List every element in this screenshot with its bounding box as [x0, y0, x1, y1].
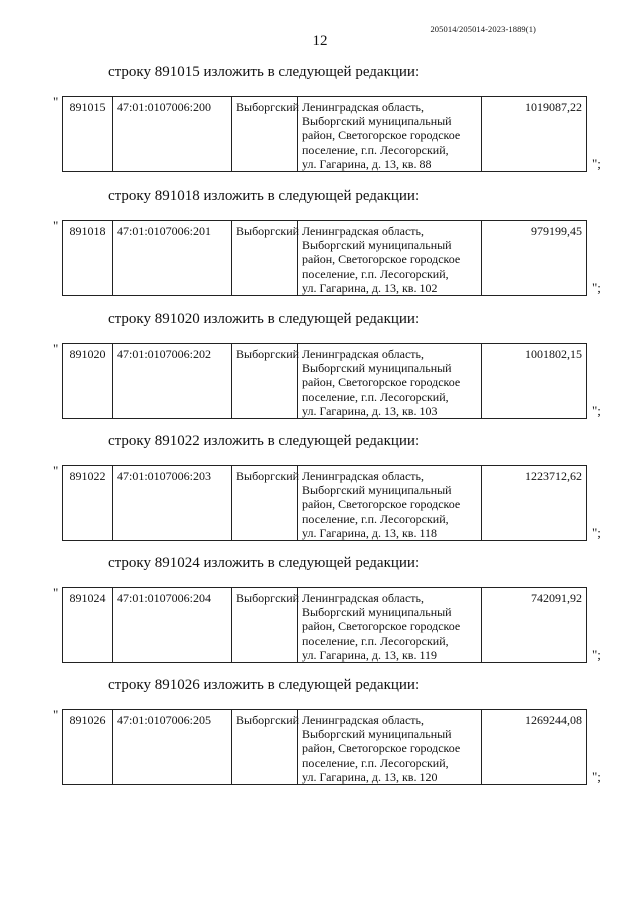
amendment-heading: строку 891015 изложить в следующей редакции:: [108, 64, 420, 80]
opening-quote: ": [53, 707, 59, 722]
address-line: поселение, г.п. Лесогорский,: [302, 389, 449, 404]
cadastral-value-cell: 1019087,22: [482, 97, 587, 172]
district-cell: Выборгский: [232, 97, 298, 172]
table-row: [63, 344, 587, 419]
address-line: ул. Гагарина, д. 13, кв. 102: [302, 280, 438, 295]
address-cell: [298, 344, 482, 419]
address-line: Ленинградская область,: [302, 591, 424, 605]
address-line: поселение, г.п. Лесогорский,: [302, 755, 449, 770]
opening-quote: ": [53, 463, 59, 478]
opening-quote: ": [53, 341, 59, 356]
row-number-cell: 891015: [63, 97, 113, 172]
address-line: район, Светогорское городское: [302, 252, 461, 267]
table-row: [63, 466, 587, 541]
address-cell: [298, 221, 482, 296]
cadastral-number-cell: 47:01:0107006:205: [113, 710, 232, 785]
address-line: район, Светогорское городское: [302, 619, 461, 634]
address-line: Выборгский муниципальный: [302, 727, 452, 742]
row-number-cell: 891024: [63, 588, 113, 663]
cadastral-value-cell: 1269244,08: [482, 710, 587, 785]
address-line: Выборгский муниципальный: [302, 483, 452, 498]
register-row-table: [62, 587, 587, 663]
amendment-block: [0, 188, 640, 312]
amendment-block: [0, 64, 640, 188]
address-line: ул. Гагарина, д. 13, кв. 119: [302, 647, 437, 662]
address-line: поселение, г.п. Лесогорский,: [302, 511, 449, 526]
register-row-table: [62, 343, 587, 419]
address-cell: [298, 710, 482, 785]
amendment-block: [0, 677, 640, 801]
document-reference: 205014/205014-2023-1889(1): [430, 24, 536, 34]
address-line: ул. Гагарина, д. 13, кв. 103: [302, 403, 438, 418]
address-cell: [298, 466, 482, 541]
address-line: Ленинградская область,: [302, 224, 424, 238]
opening-quote: ": [53, 585, 59, 600]
register-row-table: [62, 465, 587, 541]
cadastral-value-cell: 742091,92: [482, 588, 587, 663]
row-number-cell: 891020: [63, 344, 113, 419]
table-row: [63, 97, 587, 172]
closing-quote: ";: [592, 769, 601, 784]
table-row: [63, 710, 587, 785]
address-line: Выборгский муниципальный: [302, 114, 452, 129]
cadastral-number-cell: 47:01:0107006:202: [113, 344, 232, 419]
opening-quote: ": [53, 94, 59, 109]
district-cell: Выборгский: [232, 466, 298, 541]
closing-quote: ";: [592, 280, 601, 295]
amendment-heading: строку 891020 изложить в следующей редакции:: [108, 311, 420, 327]
address-line: поселение, г.п. Лесогорский,: [302, 266, 449, 281]
district-cell: Выборгский: [232, 588, 298, 663]
address-line: район, Светогорское городское: [302, 375, 461, 390]
amendment-heading: строку 891026 изложить в следующей редакции:: [108, 677, 420, 693]
table-row: [63, 588, 587, 663]
register-row-table: [62, 709, 587, 785]
address-line: Выборгский муниципальный: [302, 605, 452, 620]
address-line: ул. Гагарина, д. 13, кв. 118: [302, 525, 437, 540]
closing-quote: ";: [592, 647, 601, 662]
address-line: ул. Гагарина, д. 13, кв. 120: [302, 769, 438, 784]
amendment-heading: строку 891024 изложить в следующей редакции:: [108, 555, 420, 571]
district-cell: Выборгский: [232, 221, 298, 296]
amendment-block: [0, 433, 640, 557]
address-line: район, Светогорское городское: [302, 497, 461, 512]
address-line: Ленинградская область,: [302, 347, 424, 361]
cadastral-value-cell: 1223712,62: [482, 466, 587, 541]
address-line: Выборгский муниципальный: [302, 238, 452, 253]
closing-quote: ";: [592, 525, 601, 540]
cadastral-value-cell: 1001802,15: [482, 344, 587, 419]
cadastral-number-cell: 47:01:0107006:203: [113, 466, 232, 541]
address-line: Ленинградская область,: [302, 469, 424, 483]
opening-quote: ": [53, 218, 59, 233]
cadastral-number-cell: 47:01:0107006:204: [113, 588, 232, 663]
address-cell: [298, 588, 482, 663]
amendment-heading: строку 891018 изложить в следующей редакции:: [108, 188, 420, 204]
address-line: Ленинградская область,: [302, 713, 424, 727]
address-cell: [298, 97, 482, 172]
amendment-heading: строку 891022 изложить в следующей редакции:: [108, 433, 420, 449]
cadastral-number-cell: 47:01:0107006:201: [113, 221, 232, 296]
closing-quote: ";: [592, 156, 601, 171]
address-line: поселение, г.п. Лесогорский,: [302, 633, 449, 648]
row-number-cell: 891018: [63, 221, 113, 296]
closing-quote: ";: [592, 403, 601, 418]
cadastral-number-cell: 47:01:0107006:200: [113, 97, 232, 172]
address-line: район, Светогорское городское: [302, 741, 461, 756]
register-row-table: [62, 220, 587, 296]
address-line: поселение, г.п. Лесогорский,: [302, 142, 449, 157]
page-number: 12: [312, 33, 328, 49]
address-line: Выборгский муниципальный: [302, 361, 452, 376]
amendment-block: [0, 555, 640, 679]
cadastral-value-cell: 979199,45: [482, 221, 587, 296]
row-number-cell: 891026: [63, 710, 113, 785]
register-row-table: [62, 96, 587, 172]
address-line: Ленинградская область,: [302, 100, 424, 114]
address-line: район, Светогорское городское: [302, 128, 461, 143]
district-cell: Выборгский: [232, 710, 298, 785]
district-cell: Выборгский: [232, 344, 298, 419]
table-row: [63, 221, 587, 296]
row-number-cell: 891022: [63, 466, 113, 541]
amendment-block: [0, 311, 640, 435]
address-line: ул. Гагарина, д. 13, кв. 88: [302, 156, 432, 171]
